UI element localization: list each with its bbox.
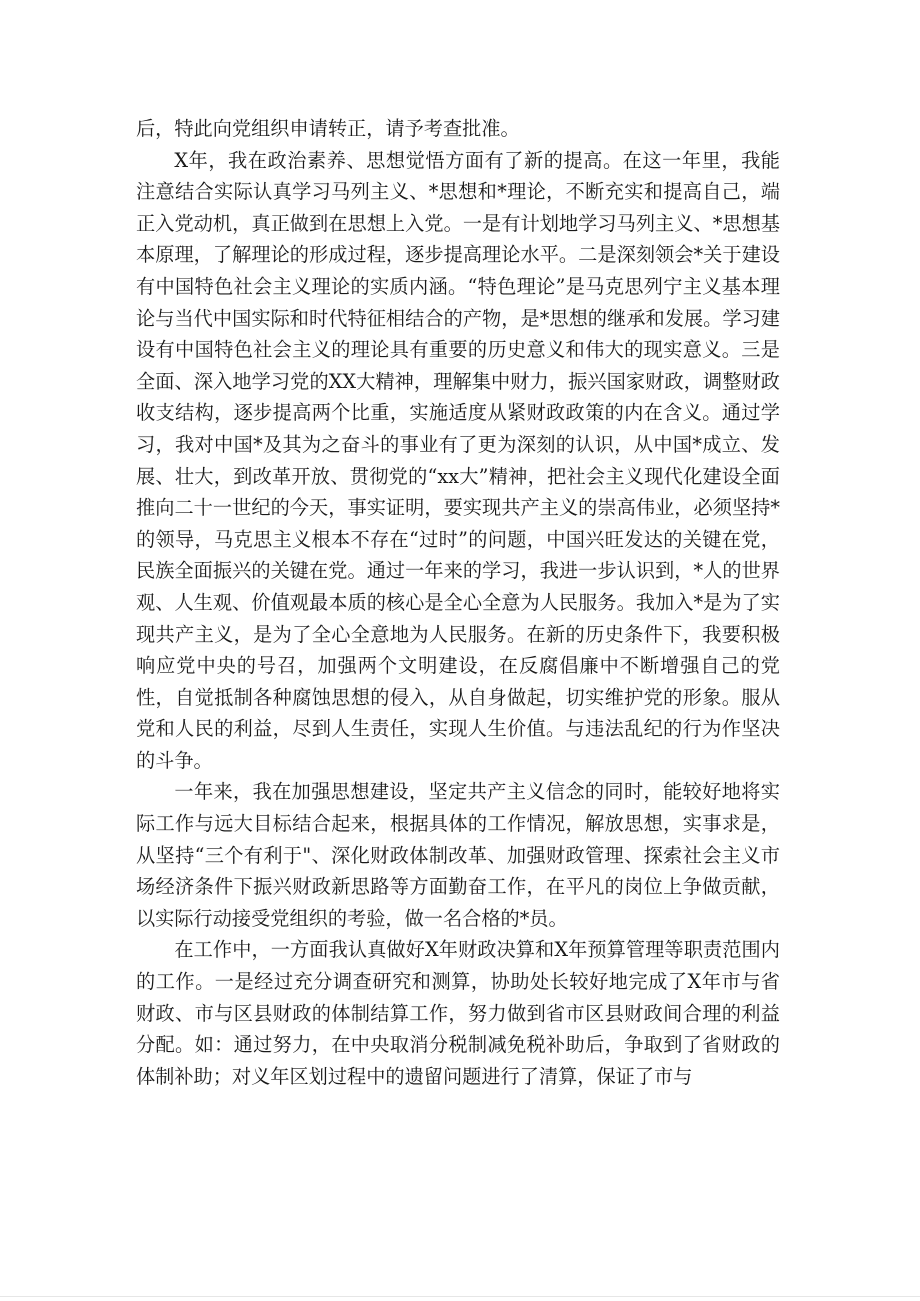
- paragraph-work-duties: 在工作中，一方面我认真做好X年财政决算和X年预算管理等职责范围内的工作。一是经过充分调查研究和测算，协助处长较好地完成了X年市与省财政、市与区县财政的体制结算工作，努力做到省市区县财政间合理的利益分配。如：通过努力，在中央取消分税制减免税补助后，争取到了省财政的体制补助；对义年区划过程中的遗留问题进行了清算，保证了市与: [136, 938, 780, 1088]
- page-bottom-divider: [0, 1296, 920, 1297]
- document-body: [136, 113, 780, 1092]
- paragraph-ideological-building: 一年来，我在加强思想建设，坚定共产主义信念的同时，能较好地将实际工作与远大目标结合起来，根据具体的工作情况，解放思想，实事求是，从坚持“三个有利于"、深化财政体制改革、加强财政管理、探索社会主义市场经济条件下振兴财政新思路等方面勤奋工作，在平凡的岗位上争做贡献，以实际行动接受党组织的考验，做一名合格的*员。: [136, 780, 780, 930]
- paragraph-continuation: 后，特此向党组织申请转正，请予考查批准。: [136, 117, 520, 140]
- paragraph-political-quality: X年，我在政治素养、思想觉悟方面有了新的提高。在这一年里，我能注意结合实际认真学习马列主义、*思想和*理论，不断充实和提高自己，端正入党动机，真正做到在思想上入党。一是有计划地学习马列主义、*思想基本原理，了解理论的形成过程，逐步提高理论水平。二是深刻领会*关于建设有中国特色社会主义理论的实质内涵。“特色理论”是马克思列宁主义基本理论与当代中国实际和时代特征相结合的产物，是*思想的继承和发展。学习建设有中国特色社会主义的理论具有重要的历史意义和伟大的现实意义。三是全面、深入地学习党的XX大精神，理解集中财力，振兴国家财政，调整财政收支结构，逐步提高两个比重，实施适度从紧财政政策的内在含义。通过学习，我对中国*及其为之奋斗的事业有了更为深刻的认识，从中国*成立、发展、壮大，到改革开放、贯彻党的“xx大”精神，把社会主义现代化建设全面推向二十一世纪的今天，事实证明，要实现共产主义的崇高伟业，必须坚持*的领导，马克思主义根本不存在“过时”的问题，中国兴旺发达的关键在党，民族全面振兴的关键在党。通过一年来的学习，我进一步认识到，*人的世界观、人生观、价值观最本质的核心是全心全意为人民服务。我加入*是为了实现共产主义，是为了全心全意地为人民服务。在新的历史条件下，我要积极响应党中央的号召，加强两个文明建设，在反腐倡廉中不断增强自己的党性，自觉抵制各种腐蚀思想的侵入，从自身做起，切实维护党的形象。服从党和人民的利益，尽到人生责任，实现人生价值。与违法乱纪的行为作坚决的斗争。: [136, 148, 780, 772]
